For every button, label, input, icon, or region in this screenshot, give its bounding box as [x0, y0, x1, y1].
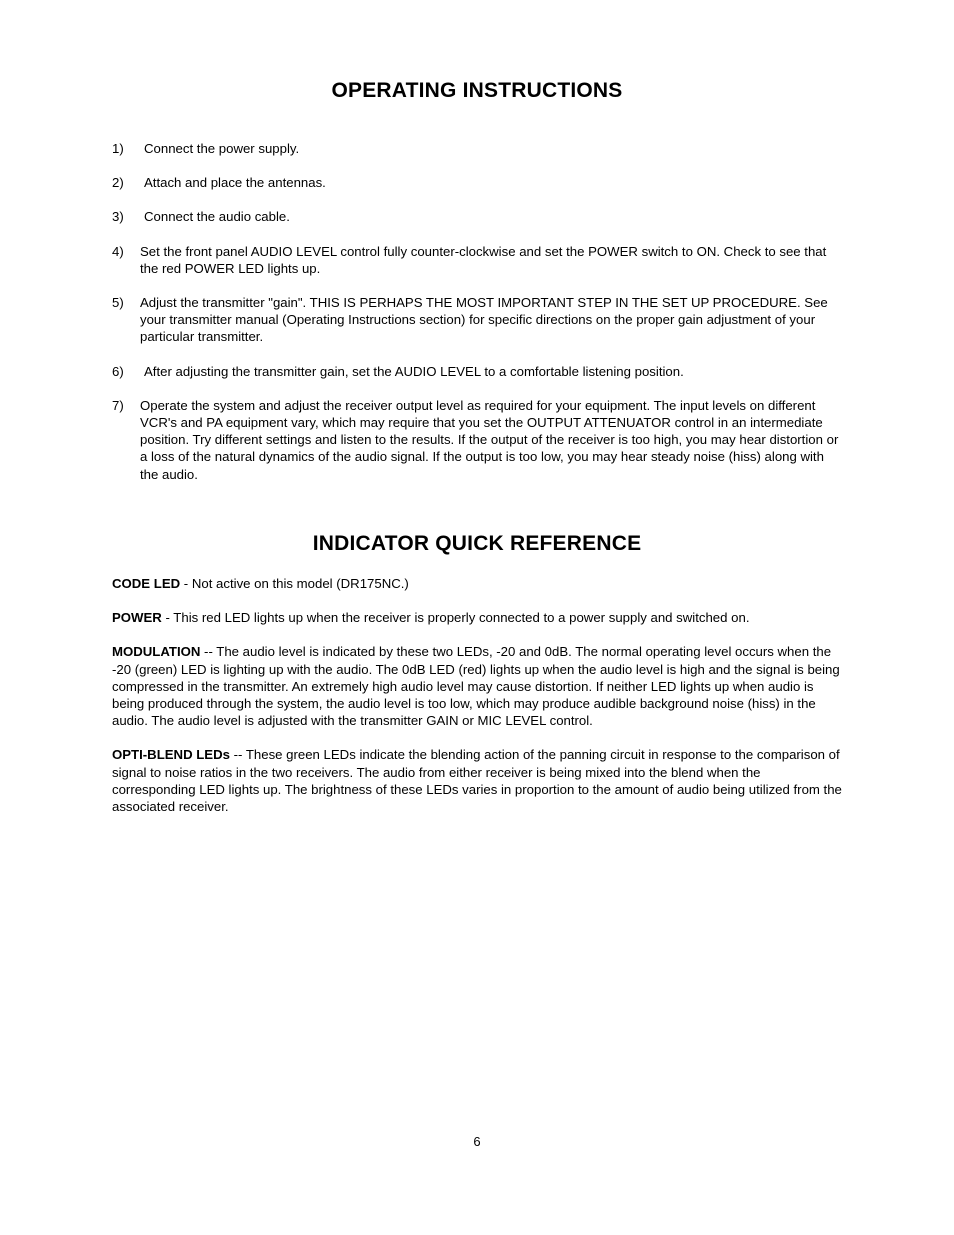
reference-term: OPTI-BLEND LEDs	[112, 747, 230, 763]
reference-term: POWER	[112, 610, 162, 626]
step-text: Attach and place the antennas.	[144, 175, 326, 191]
list-item	[112, 208, 844, 225]
indicator-reference-heading: INDICATOR QUICK REFERENCE	[312, 532, 642, 555]
step-text: Set the front panel AUDIO LEVEL control fully counter-clockwise and set the POWER switch to ON. Check to see that the red POWER LED lights up.	[140, 243, 827, 276]
reference-term: CODE LED	[112, 576, 181, 591]
reference-description: -- These green LEDs indicate the blending action of the panning circuit in response to the comparison of signal to noise ratios in the two receivers. The audio from either receiver is being mixed into the blend when the corresponding LED lights up. The brightness of these LEDs varies in proportion to the amount of audio being utilized from the associated receiver.	[112, 747, 842, 815]
list-item	[112, 243, 844, 277]
step-text: Operate the system and adjust the receiver output level as required for your equipment. The input levels on different VCR's and PA equipment vary, which may require that you set the OUTPUT ATTENUATOR control in an intermediate position. Try different settings and listen to the results. If the output of the receiver is too high, you may hear distortion or a loss of the natural dynamics of the audio signal. If the output is too low, you may hear steady noise (hiss) along with the audio.	[140, 397, 839, 482]
step-text: Connect the audio cable.	[144, 209, 290, 225]
reference-term: MODULATION	[112, 644, 201, 660]
reference-entry-power	[112, 609, 844, 626]
indicator-reference-section	[112, 575, 844, 832]
reference-entry-code-led	[112, 575, 844, 592]
step-text: Adjust the transmitter "gain". THIS IS PERHAPS THE MOST IMPORTANT STEP IN THE SET UP PROCEDURE. See your transmitter manual (Operating Instructions section) for specific directions on the proper gain adjustment of your particular transmitter.	[140, 295, 828, 345]
reference-description: - This red LED lights up when the receiver is properly connected to a power supply and switched on.	[161, 610, 750, 626]
step-number: 5)	[112, 295, 124, 311]
step-number: 1)	[112, 141, 124, 156]
page-number: 6	[473, 1134, 481, 1149]
list-item	[112, 174, 844, 191]
step-number: 7)	[112, 397, 124, 413]
list-item	[112, 140, 844, 157]
reference-description: - Not active on this model (DR175NC.)	[180, 576, 409, 591]
operating-instructions-heading: OPERATING INSTRUCTIONS	[331, 79, 623, 102]
list-item	[112, 363, 844, 380]
reference-description: -- The audio level is indicated by these two LEDs, -20 and 0dB. The normal operating level occurs when the -20 (green) LED is lighting up with the audio. The 0dB LED (red) lights up when the audio level is high and the signal is being compressed in the transmitter. An extremely high audio level may cause distortion. If neither LED lights up when audio is being produced through the system, the audio level is too low, which may produce audible background noise (hiss) in the audio. The audio level is adjusted with the transmitter GAIN or MIC LEVEL control.	[112, 644, 840, 729]
list-item	[112, 397, 844, 483]
step-number: 2)	[112, 175, 124, 191]
step-number: 6)	[112, 363, 124, 379]
step-text: After adjusting the transmitter gain, set the AUDIO LEVEL to a comfortable listening position.	[144, 363, 684, 379]
reference-entry-modulation	[112, 643, 844, 729]
reference-entry-opti-blend	[112, 746, 844, 815]
step-number: 3)	[112, 209, 124, 225]
step-number: 4)	[112, 243, 124, 259]
list-item	[112, 294, 844, 346]
step-text: Connect the power supply.	[144, 141, 300, 156]
operating-steps-list	[112, 140, 844, 500]
